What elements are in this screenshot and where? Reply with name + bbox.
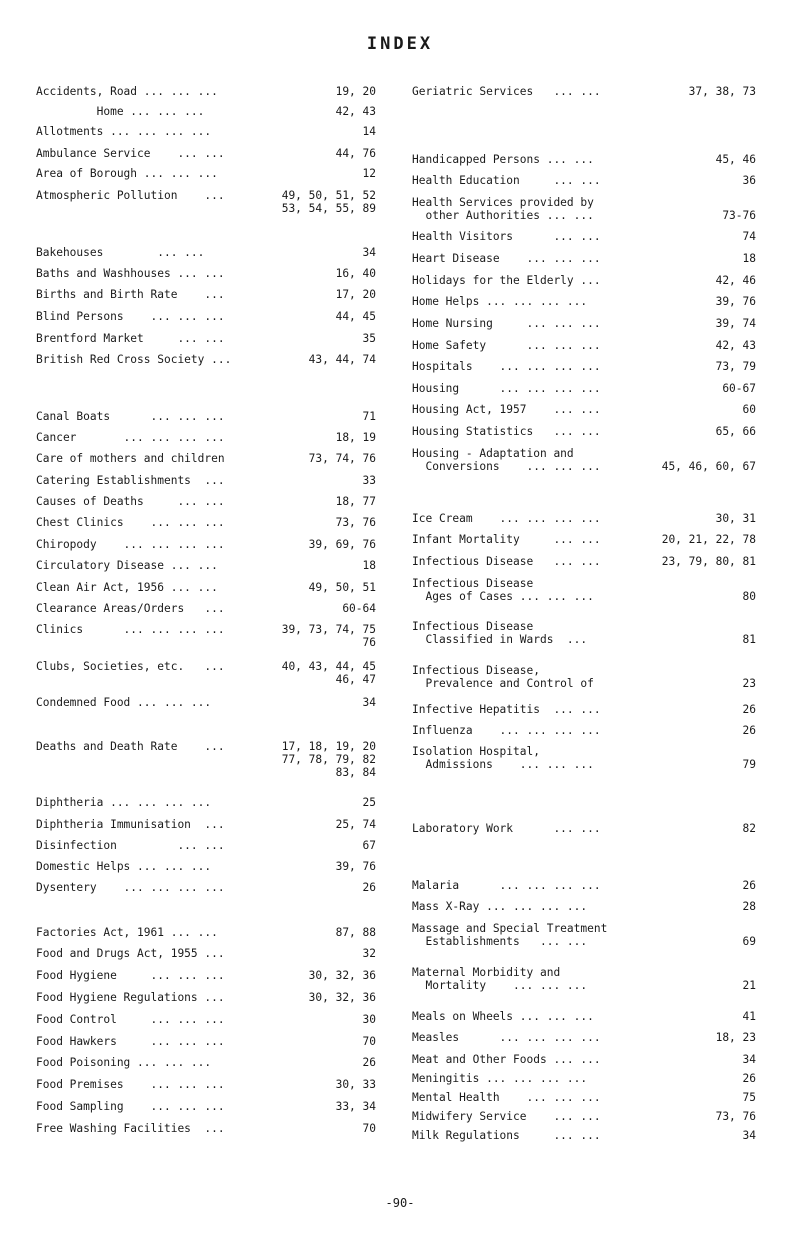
index-entry-pages: 73, 79 — [715, 360, 756, 373]
index-entry-label: Infectious Disease ... ... — [412, 555, 601, 568]
index-entry-label: Classified in Wards ... — [412, 633, 588, 646]
index-entry-label: Infant Mortality ... ... — [412, 533, 601, 546]
index-entry-pages: 34 — [362, 696, 376, 709]
index-entry-pages: 49, 50, 51, 52 — [281, 189, 376, 202]
index-entry-pages: 60-67 — [722, 382, 756, 395]
index-entry-label: Food Premises ... ... ... — [36, 1078, 225, 1091]
index-entry — [412, 576, 756, 602]
index-entry — [412, 619, 756, 645]
index-entry-pages: 42, 46 — [715, 274, 756, 287]
index-entry — [412, 251, 756, 264]
index-entry-pages: 20, 21, 22, 78 — [661, 533, 756, 546]
index-entry-label: Laboratory Work ... ... — [412, 822, 601, 835]
index-entry — [412, 84, 756, 97]
index-entry-label: British Red Cross Society ... — [36, 353, 232, 366]
index-entry-pages: 74 — [742, 230, 756, 243]
index-entry-pages: 14 — [362, 125, 376, 138]
index-entry — [412, 899, 756, 912]
index-entry-pages: 12 — [362, 167, 376, 180]
index-entry — [36, 622, 376, 648]
index-entry-pages: 25 — [362, 796, 376, 809]
index-entry-pages: 40, 43, 44, 45 — [281, 660, 376, 673]
index-entry-label: Home Helps ... ... ... ... — [412, 295, 588, 308]
index-entry — [36, 817, 376, 830]
index-entry — [412, 1128, 756, 1141]
index-entry-label: Catering Establishments ... — [36, 474, 225, 487]
index-entry-pages: 46, 47 — [335, 673, 376, 686]
index-entry — [412, 229, 756, 242]
index-entry-label: Admissions ... ... ... — [412, 758, 594, 771]
index-entry-pages: 44, 45 — [335, 310, 376, 323]
index-entry-label: Food Hawkers ... ... ... — [36, 1035, 225, 1048]
index-entry-label: Home ... ... ... — [36, 105, 205, 118]
index-entry-pages: 67 — [362, 839, 376, 852]
index-entry-label: Domestic Helps ... ... ... — [36, 860, 212, 873]
index-entry-label: Heart Disease ... ... ... — [412, 252, 601, 265]
index-entry-label: Midwifery Service ... ... — [412, 1110, 601, 1123]
index-entry-label: Mortality ... ... ... — [412, 979, 588, 992]
index-entry — [36, 659, 376, 685]
index-entry-pages: 34 — [742, 1129, 756, 1142]
index-entry — [412, 723, 756, 736]
index-entry — [412, 1090, 756, 1103]
index-entry-label: Clinics ... ... ... ... — [36, 623, 225, 636]
page-title: INDEX — [366, 34, 434, 54]
index-entry-label: Food Hygiene ... ... ... — [36, 969, 225, 982]
index-entry-pages: 65, 66 — [715, 425, 756, 438]
index-entry-label: Baths and Washhouses ... ... — [36, 267, 225, 280]
index-entry-label: Home Nursing ... ... ... — [412, 317, 601, 330]
index-entry-label: Massage and Special Treatment — [412, 922, 608, 935]
index-entry-pages: 33, 34 — [335, 1100, 376, 1113]
index-entry — [36, 795, 376, 808]
index-entry-label: Infectious Disease, — [412, 664, 540, 677]
index-entry — [36, 331, 376, 344]
index-entry-label: Mental Health ... ... ... — [412, 1091, 601, 1104]
index-entry — [412, 294, 756, 307]
index-entry-label: Factories Act, 1961 ... ... — [36, 926, 218, 939]
index-entry-pages: 73, 74, 76 — [308, 452, 376, 465]
index-entry-label: Health Services provided by — [412, 196, 594, 209]
index-entry — [412, 702, 756, 715]
index-entry — [36, 968, 376, 981]
index-entry-pages: 60 — [742, 403, 756, 416]
index-entry — [36, 1099, 376, 1112]
index-entry-pages: 87, 88 — [335, 926, 376, 939]
index-entry-label: Housing ... ... ... ... — [412, 382, 601, 395]
index-entry-pages: 69 — [742, 935, 756, 948]
index-entry — [412, 821, 756, 834]
index-entry-pages: 19, 20 — [335, 85, 376, 98]
index-entry-pages: 26 — [742, 724, 756, 737]
index-entry — [412, 1030, 756, 1043]
index-entry — [36, 580, 376, 593]
index-entry-label: Health Education ... ... — [412, 174, 601, 187]
index-entry — [412, 532, 756, 545]
index-entry-label: Maternal Morbidity and — [412, 966, 561, 979]
index-entry-pages: 80 — [742, 590, 756, 603]
index-entry — [36, 451, 376, 464]
index-entry — [36, 880, 376, 893]
index-entry-label: Births and Birth Rate ... — [36, 288, 225, 301]
index-entry-label: Food Control ... ... ... — [36, 1013, 225, 1026]
index-entry — [36, 124, 376, 137]
index-entry — [412, 338, 756, 351]
index-entry-label: Geriatric Services ... ... — [412, 85, 601, 98]
index-entry-label: Isolation Hospital, — [412, 745, 540, 758]
index-entry-label: Meat and Other Foods ... ... — [412, 1053, 601, 1066]
index-entry-pages: 71 — [362, 410, 376, 423]
index-entry-label: Hospitals ... ... ... ... — [412, 360, 601, 373]
index-entry-label: Meningitis ... ... ... ... — [412, 1072, 588, 1085]
index-entry-label: Brentford Market ... ... — [36, 332, 225, 345]
index-entry-label: Chest Clinics ... ... ... — [36, 516, 225, 529]
index-entry-pages: 18 — [362, 559, 376, 572]
index-entry-pages: 39, 76 — [715, 295, 756, 308]
index-entry-pages: 18, 23 — [715, 1031, 756, 1044]
index-entry-label: Ambulance Service ... ... — [36, 147, 225, 160]
index-entry — [412, 878, 756, 891]
index-entry — [36, 1012, 376, 1025]
index-entry — [412, 195, 756, 221]
index-entry-pages: 34 — [742, 1053, 756, 1066]
index-entry — [36, 1055, 376, 1068]
index-entry — [36, 146, 376, 159]
index-entry-label: Accidents, Road ... ... ... — [36, 85, 218, 98]
index-entry — [412, 173, 756, 186]
index-entry-pages: 23 — [742, 677, 756, 690]
index-entry-label: Clubs, Societies, etc. ... — [36, 660, 225, 673]
index-entry-label: Area of Borough ... ... ... — [36, 167, 218, 180]
index-entry-label: Clean Air Act, 1956 ... ... — [36, 581, 218, 594]
index-entry-pages: 33 — [362, 474, 376, 487]
index-entry-label: Food and Drugs Act, 1955 ... — [36, 947, 225, 960]
index-entry-label: Food Hygiene Regulations ... — [36, 991, 225, 1004]
index-entry-label: Home Safety ... ... ... — [412, 339, 601, 352]
index-entry-pages: 76 — [362, 636, 376, 649]
index-entry — [36, 494, 376, 507]
index-entry — [412, 663, 756, 689]
index-entry — [412, 1109, 756, 1122]
index-entry — [412, 152, 756, 165]
index-entry-label: Infective Hepatitis ... ... — [412, 703, 601, 716]
index-entry-pages: 26 — [362, 1056, 376, 1069]
index-entry-pages: 34 — [362, 246, 376, 259]
index-entry-pages: 60-64 — [342, 602, 376, 615]
index-entry — [36, 309, 376, 322]
index-entry-pages: 26 — [742, 879, 756, 892]
index-entry-pages: 42, 43 — [715, 339, 756, 352]
index-entry — [412, 273, 756, 286]
index-entry — [36, 925, 376, 938]
index-entry-label: Cancer ... ... ... ... — [36, 431, 225, 444]
index-entry-label: Causes of Deaths ... ... — [36, 495, 225, 508]
index-entry-pages: 81 — [742, 633, 756, 646]
index-entry-label: Bakehouses ... ... — [36, 246, 205, 259]
index-entry — [36, 1034, 376, 1047]
index-entry-pages: 37, 38, 73 — [688, 85, 756, 98]
index-entry-pages: 39, 76 — [335, 860, 376, 873]
index-entry-label: Disinfection ... ... — [36, 839, 225, 852]
index-entry-pages: 79 — [742, 758, 756, 771]
index-entry-pages: 77, 78, 79, 82 — [281, 753, 376, 766]
index-entry-pages: 18, 77 — [335, 495, 376, 508]
index-entry-label: Deaths and Death Rate ... — [36, 740, 225, 753]
index-entry-pages: 26 — [742, 1072, 756, 1085]
index-entry-label: Circulatory Disease ... ... — [36, 559, 218, 572]
index-entry — [412, 554, 756, 567]
index-entry-pages: 45, 46 — [715, 153, 756, 166]
index-entry-pages: 18 — [742, 252, 756, 265]
index-entry-label: Milk Regulations ... ... — [412, 1129, 601, 1142]
index-entry — [412, 316, 756, 329]
index-entry-pages: 41 — [742, 1010, 756, 1023]
index-entry-label: Housing - Adaptation and — [412, 447, 574, 460]
index-entry-pages: 30, 32, 36 — [308, 991, 376, 1004]
index-entry — [36, 84, 376, 97]
index-entry-pages: 25, 74 — [335, 818, 376, 831]
index-entry — [36, 104, 376, 117]
index-entry-pages: 39, 69, 76 — [308, 538, 376, 551]
index-entry-pages: 45, 46, 60, 67 — [661, 460, 756, 473]
index-entry — [412, 359, 756, 372]
index-entry — [36, 287, 376, 300]
index-entry-label: Measles ... ... ... ... — [412, 1031, 601, 1044]
index-entry-pages: 39, 74 — [715, 317, 756, 330]
index-entry — [36, 473, 376, 486]
index-entry — [36, 166, 376, 179]
index-entry — [36, 352, 376, 365]
index-entry — [36, 558, 376, 571]
index-entry-label: Influenza ... ... ... ... — [412, 724, 601, 737]
index-entry — [412, 424, 756, 437]
index-entry-label: Dysentery ... ... ... ... — [36, 881, 225, 894]
index-entry-pages: 53, 54, 55, 89 — [281, 202, 376, 215]
index-entry-label: Food Sampling ... ... ... — [36, 1100, 225, 1113]
index-entry-pages: 73, 76 — [715, 1110, 756, 1123]
index-entry-label: Infectious Disease — [412, 620, 534, 633]
page-number: -90- — [385, 1196, 415, 1210]
index-entry-pages: 28 — [742, 900, 756, 913]
index-entry-label: Handicapped Persons ... ... — [412, 153, 594, 166]
index-entry — [36, 838, 376, 851]
index-entry — [36, 859, 376, 872]
index-entry-label: Care of mothers and children — [36, 452, 225, 465]
index-entry-pages: 18, 19 — [335, 431, 376, 444]
index-entry-label: Diphtheria Immunisation ... — [36, 818, 225, 831]
index-entry — [36, 515, 376, 528]
index-entry-pages: 30, 32, 36 — [308, 969, 376, 982]
index-entry — [412, 921, 756, 947]
index-entry-pages: 75 — [742, 1091, 756, 1104]
index-entry-pages: 42, 43 — [335, 105, 376, 118]
index-entry — [412, 965, 756, 991]
index-entry-pages: 82 — [742, 822, 756, 835]
index-entry — [412, 446, 756, 472]
index-entry-label: Holidays for the Elderly ... — [412, 274, 601, 287]
index-entry-label: Free Washing Facilities ... — [36, 1122, 225, 1135]
index-entry-pages: 44, 76 — [335, 147, 376, 160]
index-entry-label: Canal Boats ... ... ... — [36, 410, 225, 423]
index-entry-pages: 35 — [362, 332, 376, 345]
index-entry-pages: 36 — [742, 174, 756, 187]
index-entry-label: Establishments ... ... — [412, 935, 588, 948]
index-entry-label: Allotments ... ... ... ... — [36, 125, 212, 138]
index-entry — [36, 1077, 376, 1090]
index-entry-pages: 49, 50, 51 — [308, 581, 376, 594]
index-entry-label: Ice Cream ... ... ... ... — [412, 512, 601, 525]
index-entry — [36, 990, 376, 1003]
index-entry-pages: 30, 31 — [715, 512, 756, 525]
index-entry-pages: 43, 44, 74 — [308, 353, 376, 366]
index-entry — [412, 744, 756, 770]
index-entry-pages: 16, 40 — [335, 267, 376, 280]
index-entry-label: Clearance Areas/Orders ... — [36, 602, 225, 615]
index-entry-pages: 26 — [362, 881, 376, 894]
index-entry-label: Conversions ... ... ... — [412, 460, 601, 473]
index-entry-label: Malaria ... ... ... ... — [412, 879, 601, 892]
index-entry — [36, 537, 376, 550]
index-entry — [412, 511, 756, 524]
index-entry — [412, 1052, 756, 1065]
index-entry — [36, 695, 376, 708]
index-entry-pages: 73-76 — [722, 209, 756, 222]
index-entry — [412, 402, 756, 415]
index-entry-label: Housing Statistics ... ... — [412, 425, 601, 438]
index-entry-pages: 23, 79, 80, 81 — [661, 555, 756, 568]
index-entry-label: Atmospheric Pollution ... — [36, 189, 225, 202]
index-entry — [412, 381, 756, 394]
index-entry — [36, 946, 376, 959]
index-entry-label: other Authorities ... ... — [412, 209, 594, 222]
index-entry — [36, 245, 376, 258]
index-entry — [36, 430, 376, 443]
index-entry-label: Food Poisoning ... ... ... — [36, 1056, 212, 1069]
index-entry-pages: 39, 73, 74, 75 — [281, 623, 376, 636]
index-entry-pages: 73, 76 — [335, 516, 376, 529]
index-entry-pages: 17, 20 — [335, 288, 376, 301]
index-entry-pages: 70 — [362, 1122, 376, 1135]
index-entry-pages: 21 — [742, 979, 756, 992]
index-entry — [36, 409, 376, 422]
index-entry-label: Diphtheria ... ... ... ... — [36, 796, 212, 809]
index-entry-label: Infectious Disease — [412, 577, 534, 590]
index-entry-label: Meals on Wheels ... ... ... — [412, 1010, 594, 1023]
index-entry-label: Health Visitors ... ... — [412, 230, 601, 243]
index-entry — [36, 1121, 376, 1134]
index-entry — [36, 601, 376, 614]
index-entry-label: Housing Act, 1957 ... ... — [412, 403, 601, 416]
index-entry-pages: 30 — [362, 1013, 376, 1026]
index-entry-pages: 17, 18, 19, 20 — [281, 740, 376, 753]
index-entry-label: Blind Persons ... ... ... — [36, 310, 225, 323]
index-entry-label: Condemned Food ... ... ... — [36, 696, 212, 709]
index-entry-pages: 32 — [362, 947, 376, 960]
index-entry — [412, 1009, 756, 1022]
index-entry — [36, 188, 376, 214]
index-entry — [36, 739, 376, 778]
index-entry — [36, 266, 376, 279]
index-entry-pages: 26 — [742, 703, 756, 716]
index-entry — [412, 1071, 756, 1084]
index-entry-label: Ages of Cases ... ... ... — [412, 590, 594, 603]
index-entry-pages: 70 — [362, 1035, 376, 1048]
index-entry-pages: 30, 33 — [335, 1078, 376, 1091]
index-entry-label: Mass X-Ray ... ... ... ... — [412, 900, 588, 913]
index-entry-label: Prevalence and Control of — [412, 677, 594, 690]
index-entry-label: Chiropody ... ... ... ... — [36, 538, 225, 551]
index-entry-pages: 83, 84 — [335, 766, 376, 779]
